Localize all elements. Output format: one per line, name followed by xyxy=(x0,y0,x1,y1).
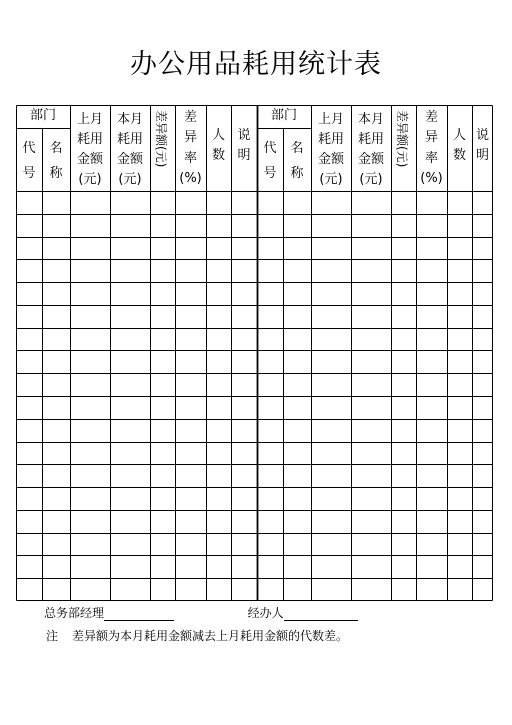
statistics-table xyxy=(16,105,493,601)
header-remark-left: 说 明 xyxy=(237,127,251,163)
header-headcount-left: 人 数 xyxy=(211,127,225,163)
signature-line xyxy=(44,604,358,621)
header-diff-rate-left: 差 异 率 (%) xyxy=(179,109,202,187)
header-name-left: 名 称 xyxy=(49,141,63,181)
header-this-month-right: 本月 耗用 金额 (元) xyxy=(357,111,384,187)
page-title: 办公用品耗用统计表 xyxy=(130,49,382,80)
note-text: 差异额为本月耗用金额减去上月耗用金额的代数差。 xyxy=(72,629,349,643)
header-this-month-left: 本月 耗用 金额 (元) xyxy=(116,111,143,187)
header-remark-right: 说 明 xyxy=(475,127,489,163)
header-diff-rate-right: 差 异 率 (%) xyxy=(420,109,443,187)
header-headcount-right: 人 数 xyxy=(452,127,466,163)
header-last-month-left: 上月 耗用 金额 (元) xyxy=(76,111,103,187)
handler-label: 经办人 xyxy=(247,606,284,620)
handler-signature-field[interactable] xyxy=(284,609,358,621)
header-diff-amount-right: 差异额(元) xyxy=(394,110,409,168)
header-dept-right: 部门 xyxy=(270,108,297,123)
note-label: 注 xyxy=(46,629,59,643)
header-dept-left: 部门 xyxy=(29,108,56,123)
header-code-right: 代 号 xyxy=(263,141,277,181)
manager-label: 总务部经理 xyxy=(44,606,105,620)
manager-signature-field[interactable] xyxy=(104,609,174,621)
header-diff-amount-left: 差异额(元) xyxy=(153,110,168,168)
footnote xyxy=(46,627,348,644)
header-code-left: 代 号 xyxy=(22,141,36,181)
header-name-right: 名 称 xyxy=(290,141,304,181)
header-last-month-right: 上月 耗用 金额 (元) xyxy=(317,111,344,187)
